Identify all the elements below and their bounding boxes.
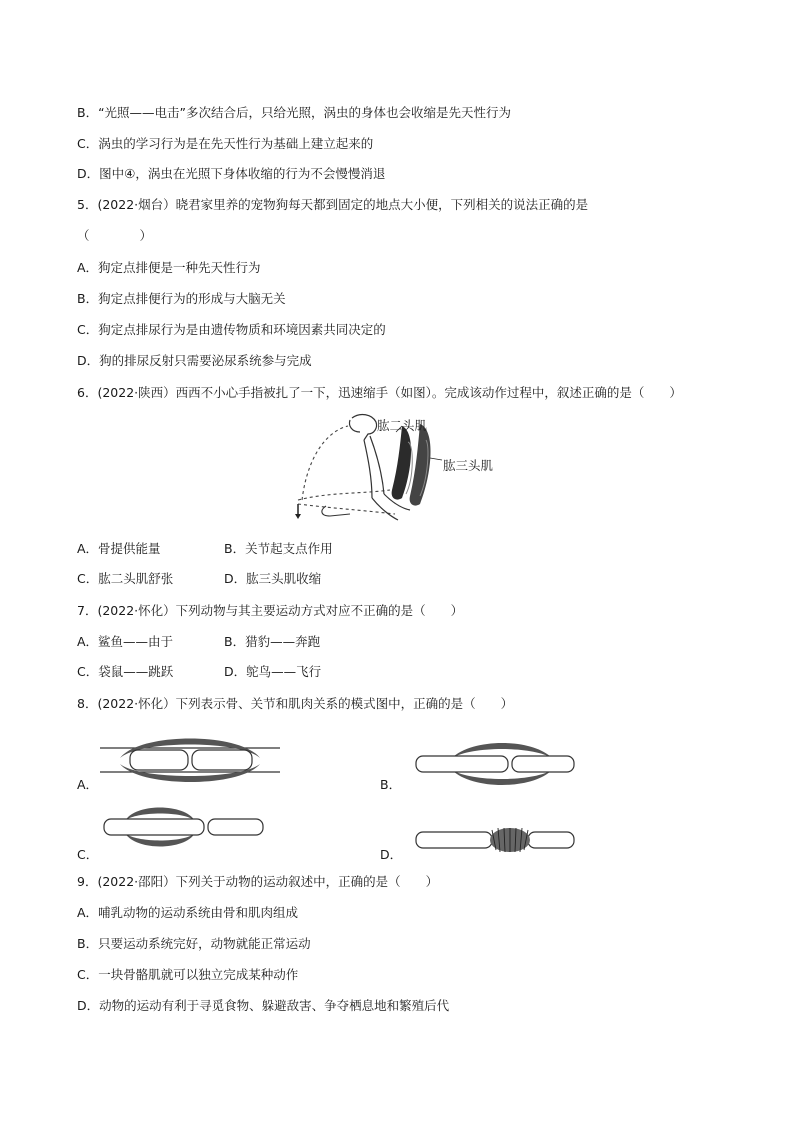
q5-option-a: A．狗定点排便是一种先天性行为 — [77, 260, 261, 275]
q6-option-a: A．骨提供能量 — [77, 541, 161, 556]
q5-answer-blank: （ ） — [77, 228, 153, 243]
q6-option-b: B．关节起支点作用 — [224, 541, 333, 556]
q8-figure-b — [412, 738, 577, 790]
q7-stem: 7．(2022·怀化）下列动物与其主要运动方式对应不正确的是（ ） — [77, 603, 464, 618]
q6-option-c: C．肱二头肌舒张 — [77, 571, 174, 586]
q8-figure-d — [412, 822, 577, 858]
q8-stem: 8．(2022·怀化）下列表示骨、关节和肌肉关系的模式图中，正确的是（ ） — [77, 696, 514, 711]
q7-option-d: D．鸵鸟——飞行 — [224, 664, 322, 679]
q4-option-c: C．涡虫的学习行为是在先天性行为基础上建立起来的 — [77, 136, 374, 151]
q8-figure-c — [100, 803, 265, 853]
q7-option-c: C．袋鼠——跳跃 — [77, 664, 174, 679]
q5-option-d: D．狗的排尿反射只需要泌尿系统参与完成 — [77, 353, 312, 368]
label-biceps: 肱二头肌 — [377, 418, 428, 433]
q5-stem: 5．(2022·烟台）晓君家里养的宠物狗每天都到固定的地点大小便，下列相关的说法正确的是 — [77, 197, 589, 212]
q9-option-d: D．动物的运动有利于寻觅食物、躲避敌害、争夺栖息地和繁殖后代 — [77, 998, 450, 1013]
q7-option-b: B．猎豹——奔跑 — [224, 634, 321, 649]
q4-option-d: D．图中④，涡虫在光照下身体收缩的行为不会慢慢消退 — [77, 166, 386, 181]
label-triceps: 肱三头肌 — [443, 458, 494, 473]
q8-option-d-label: D． — [380, 847, 403, 862]
q8-option-c-label: C． — [77, 847, 99, 862]
q8-option-b-label: B． — [380, 777, 402, 792]
q8-option-a-label: A． — [77, 777, 99, 792]
q5-option-b: B．狗定点排便行为的形成与大脑无关 — [77, 291, 286, 306]
q9-option-a: A．哺乳动物的运动系统由骨和肌肉组成 — [77, 905, 299, 920]
q9-option-b: B．只要运动系统完好，动物就能正常运动 — [77, 936, 311, 951]
q7-option-a: A．鲨鱼——由于 — [77, 634, 174, 649]
q9-stem: 9．(2022·邵阳）下列关于动物的运动叙述中，正确的是（ ） — [77, 874, 439, 889]
q9-option-c: C．一块骨骼肌就可以独立完成某种动作 — [77, 967, 299, 982]
q5-option-c: C．狗定点排尿行为是由遗传物质和环境因素共同决定的 — [77, 322, 386, 337]
q6-option-d: D．肱三头肌收缩 — [224, 571, 322, 586]
q8-figure-a — [100, 730, 280, 790]
q6-stem: 6．(2022·陕西）西西不小心手指被扎了一下，迅速缩手（如图）。完成该动作过程中，叙述正确的是（ ） — [77, 385, 682, 400]
q4-option-b: B．“光照——电击”多次结合后，只给光照，涡虫的身体也会收缩是先天性行为 — [77, 105, 512, 120]
